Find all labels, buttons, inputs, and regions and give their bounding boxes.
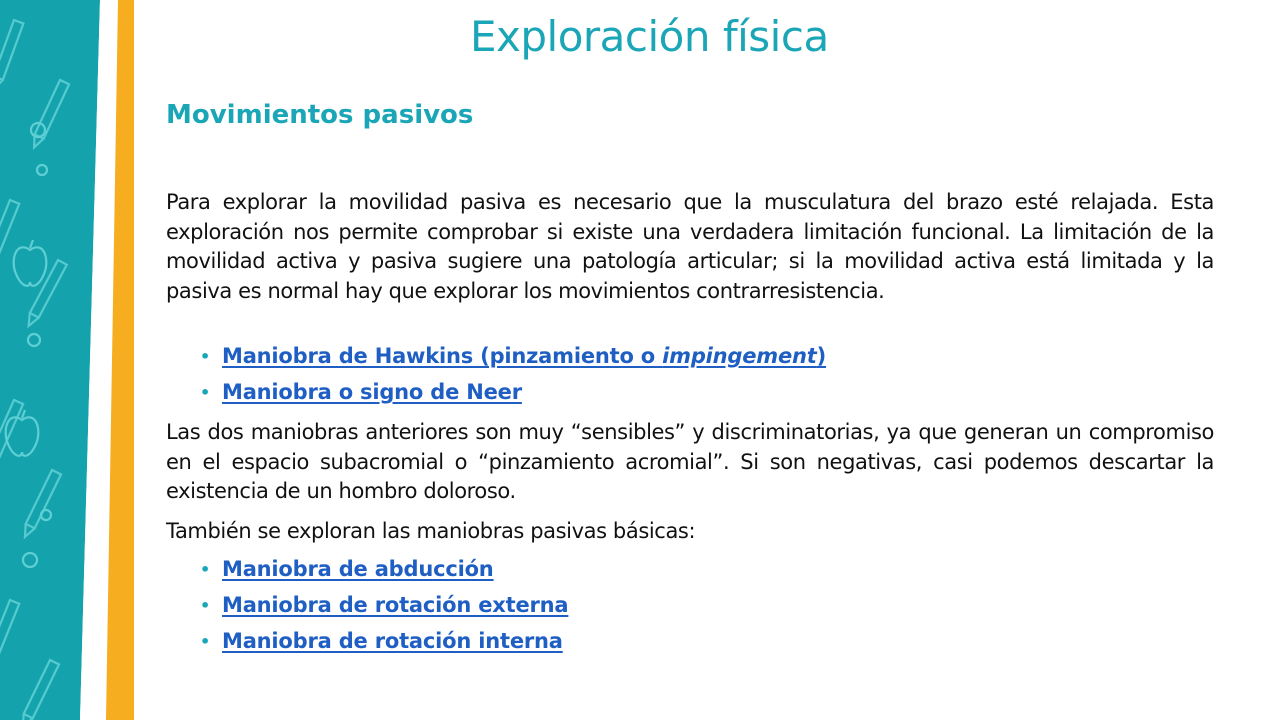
bullet-icon: • — [200, 559, 211, 579]
bullet-icon: • — [200, 382, 211, 402]
sensitivity-paragraph: Las dos maniobras anteriores son muy “sensibles” y discriminatorias, ya que generan un compromiso en el espacio subacromial o “pinzamiento acromial”. Si son negativas, casi podemos descartar la existencia de un hombro doloroso. — [166, 420, 1214, 503]
decorative-side-band — [0, 0, 140, 720]
link-hawkins-maneuver[interactable]: Maniobra de Hawkins (pinzamiento o impingement) — [222, 344, 826, 368]
link-external-rotation-maneuver[interactable]: Maniobra de rotación externa — [222, 593, 569, 617]
intro-paragraph: Para explorar la movilidad pasiva es necesario que la musculatura del brazo esté relajada. Esta exploración nos permite comprobar si existe una verdadera limitación funcional. La limitación de la movilidad activa y pasiva sugiere una patología articular; si la movilidad activa está limitada y la pasiva es normal hay que explorar los movimientos contrarresistencia. — [166, 190, 1214, 303]
link-neer-sign[interactable]: Maniobra o signo de Neer — [222, 380, 522, 404]
section-subtitle: Movimientos pasivos — [166, 100, 474, 130]
list-item — [200, 338, 826, 374]
link-abduction-maneuver[interactable]: Maniobra de abducción — [222, 557, 494, 581]
bullet-icon: • — [200, 346, 211, 366]
list-item — [200, 374, 826, 410]
link-internal-rotation-maneuver[interactable]: Maniobra de rotación interna — [222, 629, 563, 653]
list-item — [200, 551, 568, 587]
list-item — [200, 587, 568, 623]
list-item — [200, 623, 568, 659]
bullet-icon: • — [200, 631, 211, 651]
maneuver-link-list-1 — [200, 338, 826, 410]
slide-title: Exploración física — [470, 12, 829, 61]
bullet-icon: • — [200, 595, 211, 615]
basic-maneuvers-intro: También se exploran las maniobras pasivas básicas: — [166, 519, 696, 543]
maneuver-link-list-2 — [200, 551, 568, 659]
